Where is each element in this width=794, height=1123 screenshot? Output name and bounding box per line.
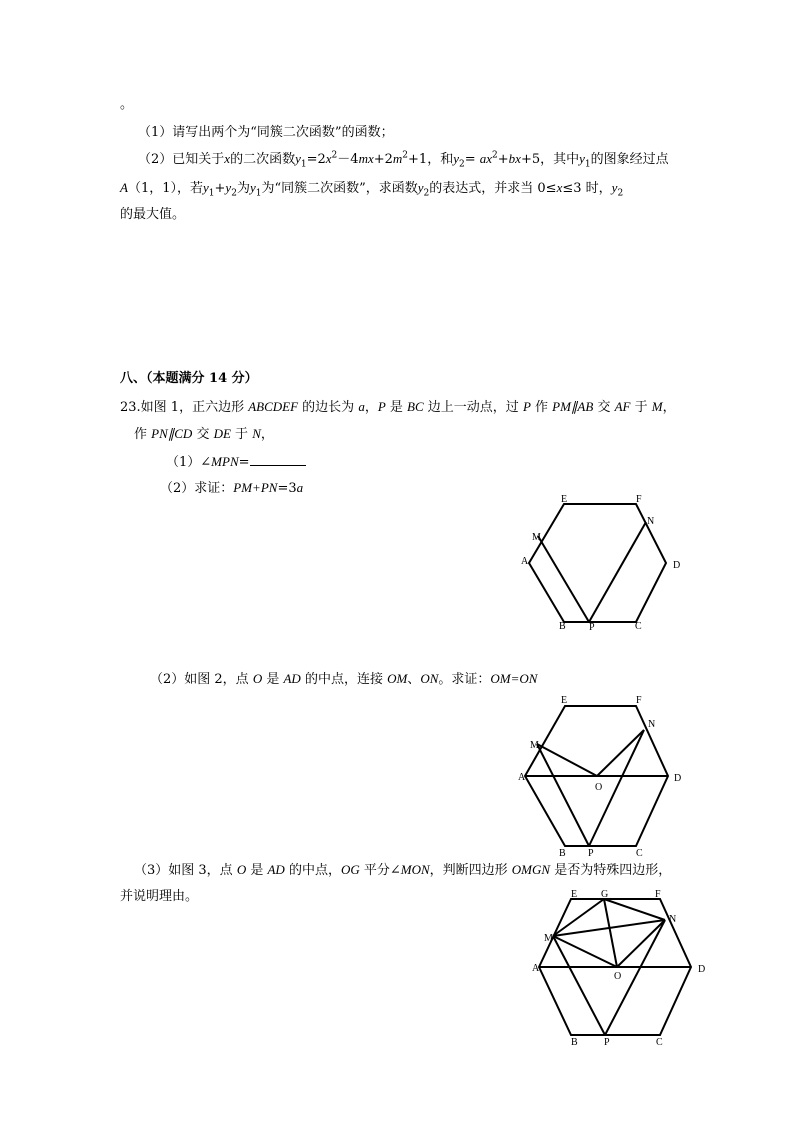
segment-pm xyxy=(553,936,605,1035)
q23-stem-line1: 23.如图 1，正六边形 ABCDEF 的边长为 a，P 是 BC 边上一动点，过 P 作 PM∥AB 交 AF 于 M， xyxy=(120,399,676,415)
q23-stem-line2: 作 PN∥CD 交 DE 于 N， xyxy=(134,426,274,442)
label-G: G xyxy=(601,889,609,900)
label-P: P xyxy=(604,1037,610,1048)
label-C: C xyxy=(656,1037,663,1048)
q23-part1: （1）∠MPN= xyxy=(166,453,306,471)
q22-part2-line1: （2）已知关于x的二次函数$y_1=2x^2-4mx+2m^2+1$，和$y_2= ax^2+bx+5$，其中$y_1$的图象经过点 xyxy=(138,150,669,170)
segment-om xyxy=(553,936,617,967)
label-E: E xyxy=(571,889,578,900)
label-N: N xyxy=(647,516,655,527)
label-F: F xyxy=(655,889,661,900)
label-A: A xyxy=(532,963,540,974)
q23-part4-line1: （3）如图 3，点 O 是 AD 的中点，OG 平分∠MON，判断四边形 OMGN 是否为特殊四边形， xyxy=(134,862,672,878)
q22-part1: （1）请写出两个为“同簇二次函数”的函数； xyxy=(138,125,394,140)
segment-gn xyxy=(604,899,665,920)
label-P: P xyxy=(588,848,594,859)
label-E: E xyxy=(561,494,568,505)
label-N: N xyxy=(669,914,677,925)
label-M: M xyxy=(532,532,541,543)
q23-part3: （2）如图 2，点 O 是 AD 的中点，连接 OM、ON。求证：OM=ON xyxy=(150,671,538,687)
label-F: F xyxy=(636,695,642,706)
label-M: M xyxy=(530,740,539,751)
segment-og xyxy=(604,899,617,967)
label-N: N xyxy=(648,719,656,730)
label-E: E xyxy=(561,695,568,706)
label-M: M xyxy=(544,933,553,944)
label-B: B xyxy=(559,848,566,859)
label-D: D xyxy=(673,560,681,571)
label-D: D xyxy=(698,964,706,975)
label-C: C xyxy=(635,621,642,632)
label-B: B xyxy=(571,1037,578,1048)
label-O: O xyxy=(614,971,622,982)
label-B: B xyxy=(559,621,566,632)
label-P: P xyxy=(589,622,595,633)
label-F: F xyxy=(636,494,642,505)
q22-part2-line3: 的最大值。 xyxy=(120,207,186,222)
label-O: O xyxy=(595,782,603,793)
q23-part4-line2: 并说明理由。 xyxy=(120,889,199,904)
section-heading: 八、（本题满分 14 分） xyxy=(120,371,258,386)
label-A: A xyxy=(521,556,529,567)
q22-part2-line2: A（1，1），若$y_1+y_2$为$y_1$为“同簇二次函数”，求函数$y_2$的表达式，并求当 0≤x≤3 时，$y_2$ xyxy=(120,180,624,199)
segment-on xyxy=(617,920,665,967)
top-mark: 。 xyxy=(120,97,134,112)
label-D: D xyxy=(674,773,682,784)
q23-part2: （2）求证：PM+PN=3a xyxy=(160,480,304,496)
label-A: A xyxy=(518,772,526,783)
label-C: C xyxy=(636,848,643,859)
